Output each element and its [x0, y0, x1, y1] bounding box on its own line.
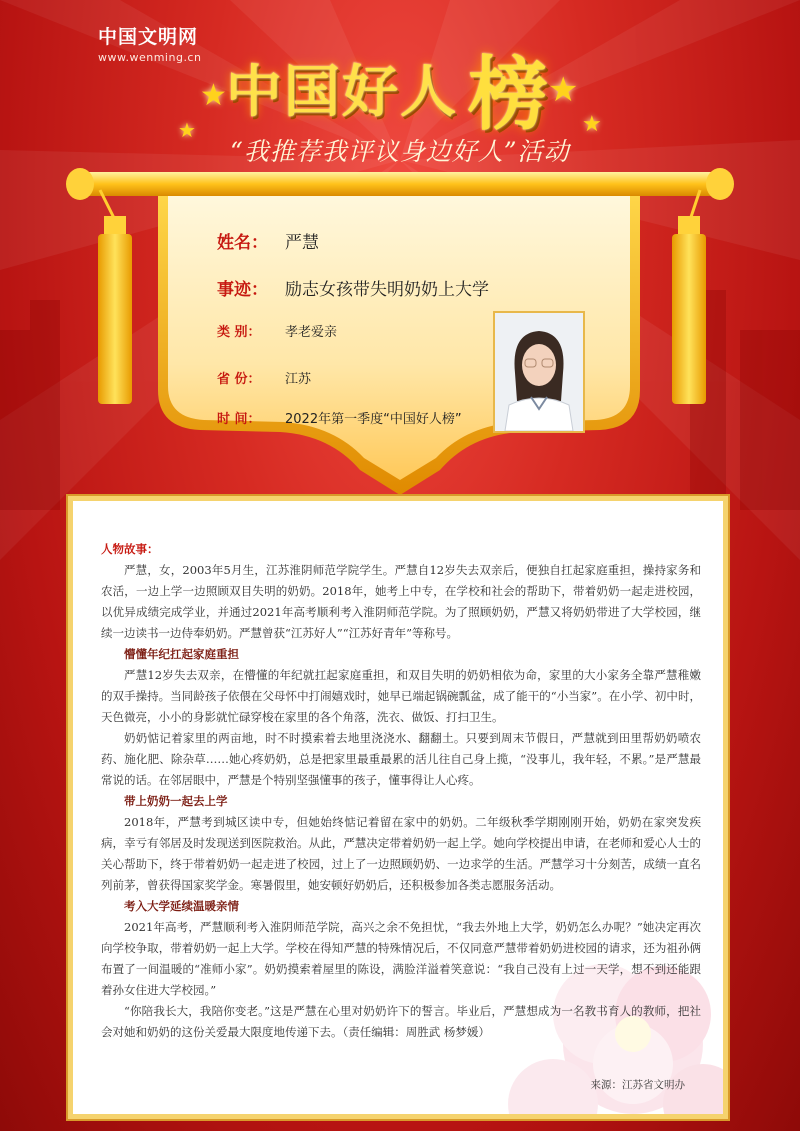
- story-paragraph: 奶奶惦记着家里的两亩地，时不时摸索着去地里浇浇水、翻翻土。只要到周末节假日，严慧就到田里帮奶奶喷农药、施化肥、除杂草……她心疼奶奶，总是把家里最重最累的活儿往自己身上揽，“没事儿，我年轻，不累。”是严慧最常说的话。在邻居眼中，严慧是个特别坚强懂事的孩子，懂事得让人心疼。: [101, 731, 701, 787]
- banner-subtitle: “我推荐我评议身边好人”活动: [230, 137, 570, 166]
- star-icon: ★: [200, 78, 227, 113]
- story-panel: [68, 496, 728, 1119]
- profile-category-value: 孝老爱亲: [285, 325, 338, 340]
- star-icon: ★: [548, 70, 579, 110]
- site-logo-url: www.wenming.cn: [98, 51, 202, 64]
- story-paragraph: “你陪我长大，我陪你变老。”这是严慧在心里对奶奶许下的誓言。毕业后，严慧想成为一名教书育人的教师，把社会对她和奶奶的这份关爱最大限度地传递下去。（责任编辑：周胜武 杨梦媛）: [101, 1004, 701, 1039]
- story-paragraph: 严慧，女，2003年5月生，江苏淮阴师范学院学生。严慧自12岁失去双亲后，便独自扛起家庭重担，操持家务和农活，一边上学一边照顾双目失明的奶奶。2018年，她考上中专，在学校和社会的帮助下，带着奶奶一起走进校园，以优异成绩完成学业，并通过2021年高考顺利考入淮阴师范学院。为了照顾奶奶，严慧又将奶奶带进了大学校园，继续一边读书一边侍奉奶奶。严慧曾获“江苏好人”“江苏好青年”等称号。: [101, 563, 701, 640]
- star-icon: ★: [178, 118, 196, 142]
- banner-title-emphasis: 榜: [468, 48, 548, 141]
- source-credit: 来源：江苏省文明办: [590, 1079, 685, 1091]
- profile-deed-label: 事迹：: [217, 280, 268, 300]
- profile-name-value: 严慧: [285, 233, 319, 253]
- story-paragraph: 严慧12岁失去双亲，在懵懂的年纪就扛起家庭重担，和双目失明的奶奶相依为命，家里的大小家务全靠严慧稚嫩的双手操持。当同龄孩子依偎在父母怀中打闹嬉戏时，她早已端起锅碗瓢盆，成了能干的“小当家”。在小学、初中时，天色微亮，小小的身影就忙碌穿梭在家里的各个角落，洗衣、做饭、打扫卫生。: [101, 668, 701, 724]
- profile-deed-value: 励志女孩带失明奶奶上大学: [285, 280, 489, 300]
- star-icon: ★: [582, 112, 602, 137]
- profile-name-label: 姓名：: [217, 233, 268, 253]
- profile-category-label: 类 别：: [217, 325, 261, 340]
- profile-province-value: 江苏: [285, 372, 312, 387]
- story-paragraph: 2021年高考，严慧顺利考入淮阴师范学院，高兴之余不免担忧，“我去外地上大学，奶奶怎么办呢？”她决定再次向学校争取，带着奶奶一起上大学。学校在得知严慧的特殊情况后，不仅同意严慧带着奶奶进校园的请求，还为祖孙俩布置了一间温暖的“准师小家”。奶奶摸索着屋里的陈设，满脸洋溢着笑意说：“我自己没有上过一天学，想不到还能跟着孙女住进大学校园。”: [101, 920, 701, 997]
- profile-province-row: [217, 368, 311, 387]
- portrait-icon: [495, 313, 583, 431]
- profile-category-row: [217, 321, 337, 340]
- golden-scroll: [0, 160, 800, 500]
- profile-name-row: [217, 228, 319, 253]
- story-subheading: 带上奶奶一起去上学: [124, 794, 228, 808]
- story-heading: 人物故事：: [101, 542, 159, 556]
- profile-time-value: 2022年第一季度“中国好人榜”: [285, 412, 462, 427]
- site-logo-name: 中国文明网: [98, 26, 199, 48]
- profile-deed-row: [217, 275, 489, 300]
- story-paragraph: 2018年，严慧考到城区读中专，但她始终惦记着留在家中的奶奶。二年级秋季学期刚刚开始，奶奶在家突发疾病，幸亏有邻居及时发现送到医院救治。从此，严慧决定带着奶奶一起上学。她向学校提出申请，在老师和爱心人士的关心帮助下，终于带着奶奶一起走进了校园，过上了一边照顾奶奶、一边求学的生活。严慧学习十分刻苦，成绩一直名列前茅，曾获得国家奖学金。寒暑假里，她安顿好奶奶后，还积极参加各类志愿服务活动。: [101, 815, 701, 892]
- profile-time-label: 时 间：: [217, 412, 261, 427]
- profile-province-label: 省 份：: [217, 372, 261, 387]
- profile-time-row: [217, 408, 462, 427]
- story-subheading: 考入大学延续温暖亲情: [124, 899, 239, 913]
- portrait-photo: [493, 311, 585, 433]
- site-logo[interactable]: [98, 22, 201, 64]
- story-text: [101, 539, 701, 1043]
- story-subheading: 懵懂年纪扛起家庭重担: [124, 647, 239, 661]
- banner-title: 中国好人: [226, 60, 458, 125]
